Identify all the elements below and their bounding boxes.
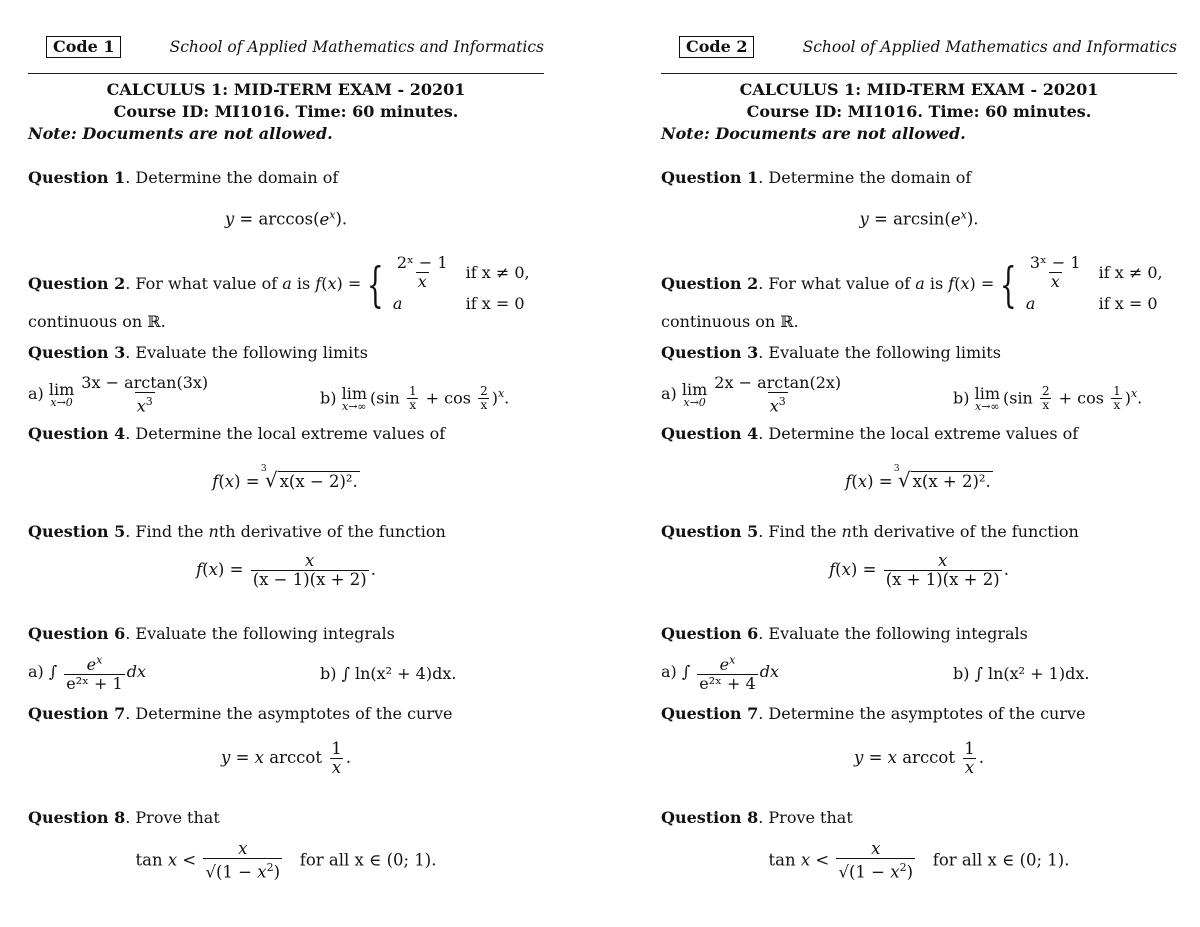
q3-parts: a) lim x→0 $\frac{3x - \arctan(3x)}{x^3}$ [28, 373, 209, 416]
school-name: School of Applied Mathematics and Informatics [169, 38, 544, 56]
q3-part-b: b) lim x→∞ (sin $\frac{2}{x}$ + cos $\frac{1}{x}$ )$^x$. [953, 383, 1143, 413]
question-1: Question 1. Determine the domain of [661, 168, 972, 187]
q2-continuation: continuous on ℝ. [661, 312, 799, 331]
header-divider [661, 73, 1177, 74]
question-2: Question 2. For what value of a is f(x) = { $\frac{\text{3ˣ − 1}}{x}$ if x ≠ 0, a if x = 0 [661, 252, 1171, 317]
course-info: Course ID: MI1016. Time: 60 minutes. [113, 102, 459, 121]
q2-continuation: continuous on ℝ. [28, 312, 166, 331]
exam-note: Note: Documents are not allowed. [28, 124, 333, 143]
question-1: Question 1. Determine the domain of [28, 168, 339, 187]
q1-formula: $y = \arcsin(e^x)$. [859, 208, 979, 229]
header-divider [28, 73, 544, 74]
question-5: Question 5. Find the nth derivative of the function [661, 522, 1079, 541]
q4-formula: f(x) = 3 √ x(x − 2)². [212, 464, 358, 492]
question-7: Question 7. Determine the asymptotes of the curve [28, 704, 453, 723]
exam-page-code-2 [661, 0, 1177, 927]
q8-formula: tan x < $\frac{x}{√(1 - x^2)}$ for all x ∈ (0; 1). [768, 839, 1070, 882]
q2-piecewise: $\frac{\text{2ˣ − 1}}{x}$ if x ≠ 0, a if x = 0 [392, 253, 530, 313]
question-6: Question 6. Evaluate the following integrals [28, 624, 395, 643]
question-4: Question 4. Determine the local extreme values of [28, 424, 446, 443]
question-8: Question 8. Prove that [28, 808, 220, 827]
q6-part-b: b) ∫ ln(x² + 4)dx. [320, 664, 457, 683]
q3-parts: a) lim x→0 $\frac{2x - \arctan(2x)}{x^3}$ [661, 373, 842, 416]
exam-page-code-1 [28, 0, 544, 927]
page-header [661, 36, 1177, 60]
q7-formula: y = x arccot $\frac{1}{x}$ . [221, 739, 351, 777]
q2-piecewise: $\frac{\text{3ˣ − 1}}{x}$ if x ≠ 0, a if x = 0 [1025, 253, 1163, 313]
question-3: Question 3. Evaluate the following limits [661, 343, 1001, 362]
exam-title: CALCULUS 1: MID-TERM EXAM - 20201 [739, 80, 1099, 99]
q6-part-a: a) ∫ $\frac{e^x}{\text{e²ˣ + 1}}$ dx [28, 654, 146, 694]
page-header [28, 36, 544, 60]
question-7: Question 7. Determine the asymptotes of the curve [661, 704, 1086, 723]
school-name: School of Applied Mathematics and Informatics [802, 38, 1177, 56]
q3-part-b: b) lim x→∞ (sin $\frac{1}{x}$ + cos $\frac{2}{x}$ )$^x$. [320, 383, 510, 413]
exam-note: Note: Documents are not allowed. [661, 124, 966, 143]
q8-formula: tan x < $\frac{x}{√(1 - x^2)}$ for all x ∈ (0; 1). [135, 839, 437, 882]
q5-formula: f(x) = $\frac{x}{(x + 1)(x + 2)}$ . [829, 551, 1009, 589]
q6-part-a: a) ∫ $\frac{e^x}{\text{e²ˣ + 4}}$ dx [661, 654, 779, 694]
q4-formula: f(x) = 3 √ x(x + 2)². [845, 464, 991, 492]
q7-formula: y = x arccot $\frac{1}{x}$ . [854, 739, 984, 777]
exam-code-badge: Code 1 [46, 36, 121, 58]
exam-code-badge: Code 2 [679, 36, 754, 58]
q1-formula: $y = \arccos(e^x)$. [224, 208, 348, 229]
q6-part-b: b) ∫ ln(x² + 1)dx. [953, 664, 1090, 683]
question-4: Question 4. Determine the local extreme values of [661, 424, 1079, 443]
exam-title: CALCULUS 1: MID-TERM EXAM - 20201 [106, 80, 466, 99]
question-6: Question 6. Evaluate the following integrals [661, 624, 1028, 643]
question-8: Question 8. Prove that [661, 808, 853, 827]
q5-formula: f(x) = $\frac{x}{(x - 1)(x + 2)}$ . [196, 551, 376, 589]
course-info: Course ID: MI1016. Time: 60 minutes. [746, 102, 1092, 121]
question-3: Question 3. Evaluate the following limits [28, 343, 368, 362]
question-2: Question 2. For what value of a is f(x) = { $\frac{\text{2ˣ − 1}}{x}$ if x ≠ 0, a if x = 0 [28, 252, 538, 317]
question-5: Question 5. Find the nth derivative of the function [28, 522, 446, 541]
